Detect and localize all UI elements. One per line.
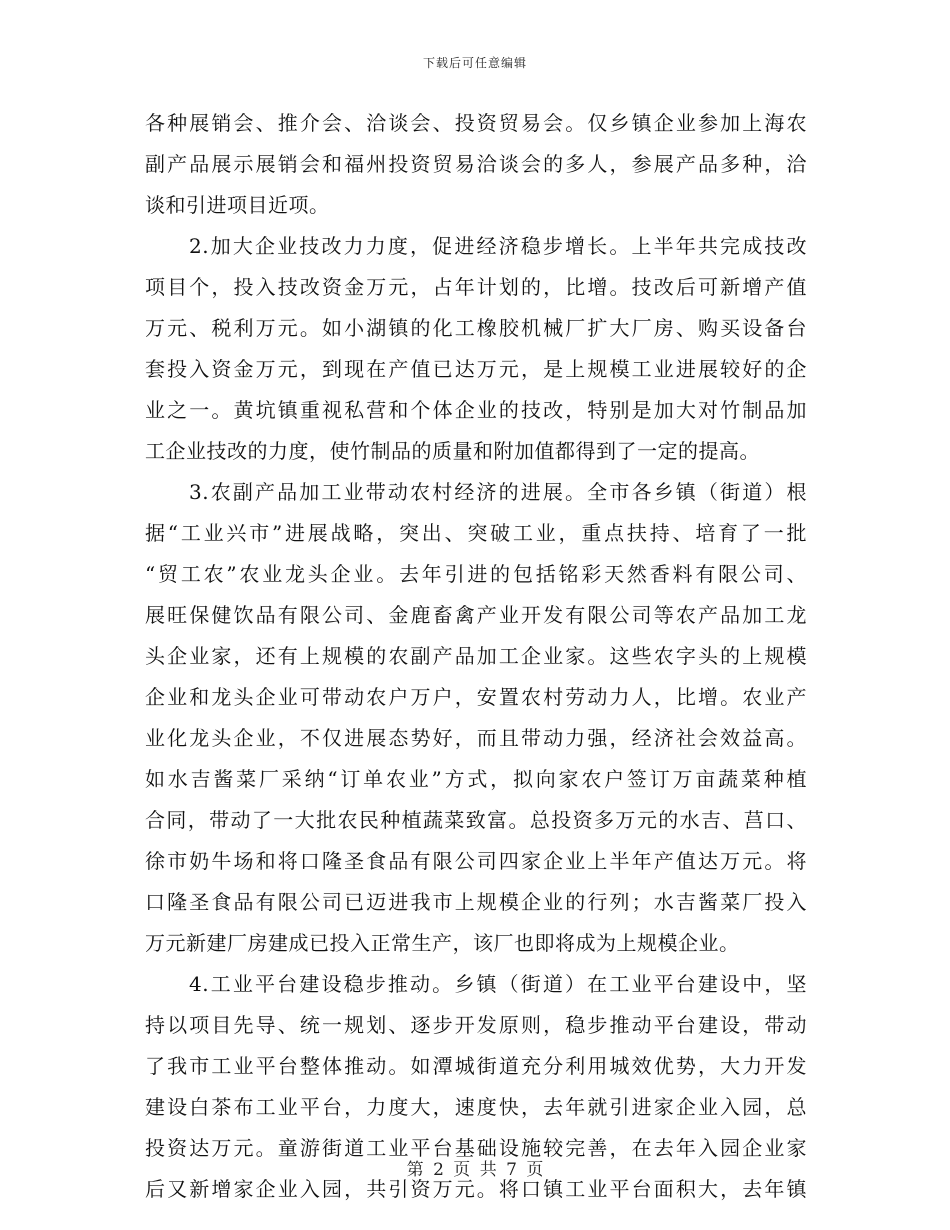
text-line: 了我市工业平台整体推动。如潭城街道充分利用城效优势，大力开发 [145, 1054, 807, 1078]
text-line: 合同，带动了一大批农民种植蔬菜致富。总投资多万元的水吉、莒口、 [145, 808, 807, 832]
text-line: 万元新建厂房建成已投入正常生产，该厂也即将成为上规模企业。 [145, 931, 740, 955]
text-line: 如水吉酱菜厂采纳“订单农业”方式，拟向家农户签订万亩蔬菜种植 [145, 767, 807, 791]
text-line: 后又新增家企业入园，共引资万元。将口镇工业平台面积大，去年镇 [145, 1177, 807, 1201]
text-line: 投资达万元。童游街道工业平台基础设施较完善，在去年入园企业家 [145, 1136, 807, 1160]
text-line: 副产品展示展销会和福州投资贸易洽谈会的多人，参展产品多种，洽 [145, 152, 807, 176]
text-line: 4.工业平台建设稳步推动。乡镇（街道）在工业平台建设中，坚 [189, 972, 807, 996]
text-line: 项目个，投入技改资金万元，占年计划的，比增。技改后可新增产值 [145, 275, 807, 299]
text-line: 建设白茶布工业平台，力度大，速度快，去年就引进家企业入园，总 [145, 1095, 807, 1119]
text-line: 万元、税利万元。如小湖镇的化工橡胶机械厂扩大厂房、购买设备台 [145, 316, 807, 340]
text-line: 业化龙头企业，不仅进展态势好，而且带动力强，经济社会效益高。 [145, 726, 807, 750]
text-line: 业之一。黄坑镇重视私营和个体企业的技改，特别是加大对竹制品加 [145, 398, 807, 422]
text-line: “贸工农”农业龙头企业。去年引进的包括铭彩天然香料有限公司、 [145, 562, 807, 586]
text-line: 持以项目先导、统一规划、逐步开发原则，稳步推动平台建设，带动 [145, 1013, 807, 1037]
text-line: 徐市奶牛场和将口隆圣食品有限公司四家企业上半年产值达万元。将 [145, 849, 807, 873]
text-line: 口隆圣食品有限公司已迈进我市上规模企业的行列；水吉酱菜厂投入 [145, 890, 807, 914]
document-body [145, 103, 807, 1210]
text-line: 各种展销会、推介会、洽谈会、投资贸易会。仅乡镇企业参加上海农 [145, 111, 807, 135]
page-header: 下载后可任意编辑 [422, 56, 527, 70]
text-line: 头企业家，还有上规模的农副产品加工企业家。这些农字头的上规模 [145, 644, 807, 668]
text-line: 3.农副产品加工业带动农村经济的进展。全市各乡镇（街道）根 [189, 480, 807, 504]
text-line: 展旺保健饮品有限公司、金鹿畜禽产业开发有限公司等农产品加工龙 [145, 603, 807, 627]
text-line: 谈和引进项目近项。 [145, 193, 330, 217]
page-number-footer: 第 2 页 共 7 页 [406, 1160, 544, 1180]
text-line: 企业和龙头企业可带动农户万户，安置农村劳动力人，比增。农业产 [145, 685, 807, 709]
text-line: 工企业技改的力度，使竹制品的质量和附加值都得到了一定的提高。 [145, 439, 760, 463]
text-line: 据“工业兴市”进展战略，突出、突破工业，重点扶持、培育了一批 [145, 521, 807, 545]
text-line: 套投入资金万元，到现在产值已达万元，是上规模工业进展较好的企 [145, 357, 807, 381]
text-line: 2.加大企业技改力力度，促进经济稳步增长。上半年共完成技改 [189, 234, 807, 258]
